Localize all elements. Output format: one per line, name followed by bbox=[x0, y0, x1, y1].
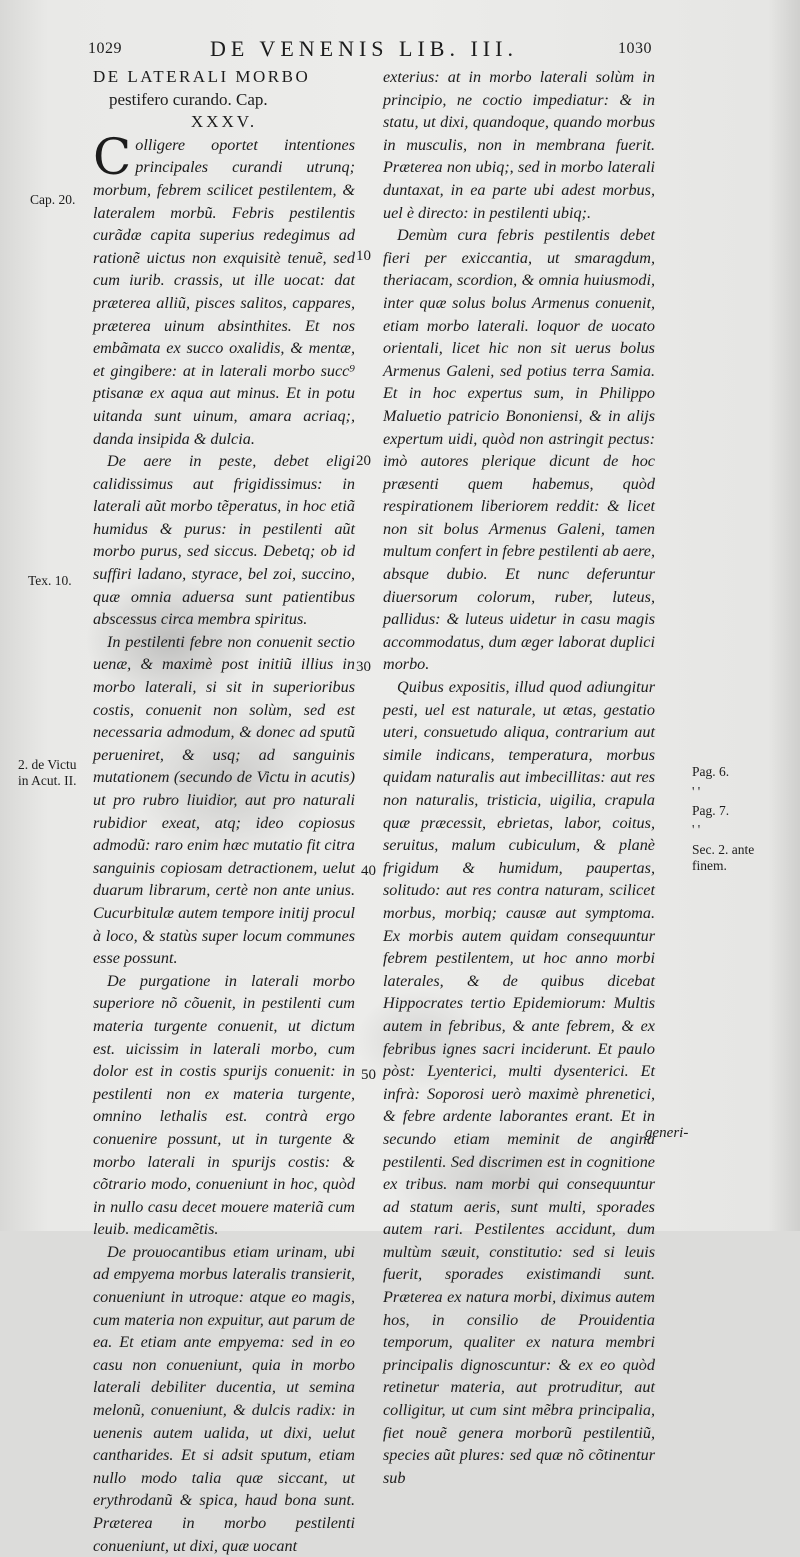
line-number-40: 40 bbox=[361, 863, 376, 879]
section-title-line-1: DE LATERALI MORBO bbox=[93, 67, 311, 86]
section-title bbox=[93, 66, 355, 134]
section-title-chapter-number: XXXV. bbox=[190, 112, 258, 132]
paragraph: In pestilenti febre non conuenit sectio uenæ, & maximè post initiũ illius in morbo laterali, si sit in superioribus costis, conuenit non solùm, sed est necessaria admodum, & donec ad sputũ perueniret, & usq; ad sanguinis mutationem (secundo de Victu in acutis) ut pro rubro liuidior, aut pro naturali rubidior exeat, atq; ideo copiosus admodũ: raro enim hæc mutatio fit citra sanguinis copiosam detractionem, uelut duarum librarum, certè non ante unius. Cucurbitulæ autem tempore initij procul à loco, & statùs super locum communes esse possunt. bbox=[93, 632, 355, 968]
paragraph: exterius: at in morbo laterali solùm in principio, ne coctio impediatur: & in statu, ut dixi, quandoque, quando morbus in musculis, non in membrana fuerit. Præterea non ubiq;, sed in morbo laterali duntaxat, in ea parte ubi adest morbus, uel è directo: in pestilenti ubiq;. bbox=[383, 68, 655, 222]
paragraph: De aere in peste, debet eligi calidissimus aut frigidissimus: in laterali aũt morbo tẽperatus, in hoc etiã humidus & purus: in pestilenti aũt morbo purus, sed siccus. Debetq; ob id suffiri ladano, styrace, bel zoi, succino, quæ omnia aduersa sunt patientibus abscessus circa membra spiritus. bbox=[93, 452, 355, 629]
line-number-50: 50 bbox=[361, 1067, 376, 1083]
paragraph bbox=[93, 127, 355, 450]
catchword: generi- bbox=[645, 1125, 689, 1141]
margin-note-pag-7: Pag. 7. bbox=[692, 803, 730, 818]
paragraph: Quibus expositis, illud quod adiungitur pesti, uel est naturale, ut ætas, gestatio uteri, consuetudo aliqua, contrarium aut simile indicans, temperatura, morbus quidam naturalis aut imbecillitas: aut res non naturalis, tristicia, uigilia, crapula quæ præcessit, ebrietas, labor, coitus, seruitus, malum cubiculum, & planè frigidum & humidum, paupertas, solitudo: aut res contra naturam, scilicet morbus, morbiq; causæ aut symptoma. Ex morbis autem quidam consequuntur febrem pestilentem, ut hoc anno morbi laterales, & de quibus dicebat Hippocrates tertio Epidemiorum: Multis autem in febribus, & ante febrem, & ex febribus ignes sacri inciderunt. Et paulo pòst: Lyenterici, multi dysenterici. Et infrà: Soporosi uerò maximè phrenetici, & febre ardente laborantes erant. Et in secundo etiam meminit de angina pestilenti. Sed discrimen est in cognitione ex tribus. nam morbi qui consequuntur ad statum aeris, sunt multi, sporades autem rari. Pestilentes accidunt, dum multùm sæuit, constitutio: sed si leuis fuerit, sporades existimandi sunt. Præterea ex natura morbi, diximus autem hos, in consilio de Prouidentia temporum, qualiter ex natura membri principalis dignoscuntur: & ex eo quòd retinetur materia, aut protruditur, aut colligitur, ut cum sint mẽbra principalia, fiet nouẽ genera morborũ pestilentiũ, species aũt plures: sed quæ nõ cõtinentur sub bbox=[383, 678, 655, 1487]
running-title: DE VENENIS LIB. III. bbox=[210, 36, 518, 61]
page-header bbox=[0, 36, 800, 64]
line-number-20: 20 bbox=[356, 453, 371, 469]
left-text-column bbox=[93, 66, 355, 1557]
margin-note-ditto-2: ' ' bbox=[692, 822, 701, 837]
paragraph: De prouocantibus etiam urinam, ubi ad empyema morbus lateralis transierit, conueniunt in utroque: atque eo magis, cum materia non expuitur, aut parum de ea. Et etiam ante empyema: sed in eo casu non conueniunt, quia in morbo laterali debiliter ducentia, ut semina melonũ, conueniunt, & dulcis radix: in uenenis autem ualida, ut dixi, uelut cantharides. Et si adsit sputum, etiam nullo modo talia quæ siccant, ut erythrodanũ & spica, haud bona sunt. Præterea in morbo pestilenti conueniunt, ut dixi, quæ uocant bbox=[93, 1242, 355, 1555]
margin-note-cap-20: Cap. 20. bbox=[30, 192, 76, 207]
section-title-line-2: pestifero curando. Cap. bbox=[109, 89, 268, 109]
paragraph: De purgatione in laterali morbo superiore nõ cõuenit, in pestilenti cum materia turgente conuenit, ut dictum est. uicissim in laterali morbo, cum dolor est in costis spurijs conuenit: in pestilenti non ex materia turgente, omnino lethalis est. contrà ergo conuenire possunt, ut in turgente & morbo laterali in spurijs costis: & cõtrario modo, conueniunt in hoc, quòd in nullo casu decet mouere materiã cum leuib. medicamẽtis. bbox=[93, 971, 355, 1239]
paragraph-text: olligere oportet intentiones principales curandi utrunq; morbum, febrem scilicet pestilentem, & lateralem morbũ. Febris pestilentis curãdæ capita superius redegimus ad rationẽ uictus non exquisitè tenuẽ, sed cum iurib. crassis, ut ille uocat: dat præterea alliũ, pisces salitos, cappares, præterea uinum absinthites. Et nos embãmata ex succo oxalidis, & mentæ, et gingibere: at in laterali morbo succ⁹ ptisanæ ex aqua aut minus. Et in potu uitanda sunt uinum, amara acriaq;, danda insipida & dulcia. bbox=[93, 135, 355, 448]
margin-note-pag-6: Pag. 6. bbox=[692, 764, 730, 779]
margin-note-ditto-1: ' ' bbox=[692, 784, 701, 799]
paragraph: Demùm cura febris pestilentis debet fieri per exiccantia, ut smaragdum, theriacam, scordion, & omnia huiusmodi, inter quæ solus bolus Armenus conuenit, etiam morbo laterali. loquor de uocato orientali, licet hic non sit uerus bolus Armenus Galeni, sed potius terra Samia. Et in hoc expertus sum, in Philippo Maluetio patricio Bononiensi, & in alijs expertum uidi, quòd non astringit pectus: imò autores plerique dicunt de hoc præsenti quem habemus, quòd respirationem liberiorem reddit: & licet non sit bolus Armenus Galeni, tamen multum confert in febre pestilenti ab aere, absque dubio. Et nunc deferuntur diuersorum colorum, ruber, luteus, pallidus: & luteus uidetur in casu magis accommodatus, dum æger laborat duplici morbo. bbox=[383, 226, 655, 674]
right-text-column bbox=[383, 66, 655, 1489]
line-number-30: 30 bbox=[356, 659, 371, 675]
right-page-number: 1030 bbox=[618, 40, 652, 57]
margin-note-sec-2: Sec. 2. ante bbox=[692, 842, 755, 857]
margin-note-de-victu: 2. de Victu bbox=[18, 757, 77, 772]
left-page-number: 1029 bbox=[88, 40, 122, 57]
margin-note-finem: finem. bbox=[692, 858, 727, 873]
line-number-10: 10 bbox=[356, 248, 371, 264]
margin-note-tex-10: Tex. 10. bbox=[28, 573, 72, 588]
margin-note-in-acut: in Acut. II. bbox=[18, 773, 77, 788]
drop-cap: C bbox=[93, 127, 132, 186]
